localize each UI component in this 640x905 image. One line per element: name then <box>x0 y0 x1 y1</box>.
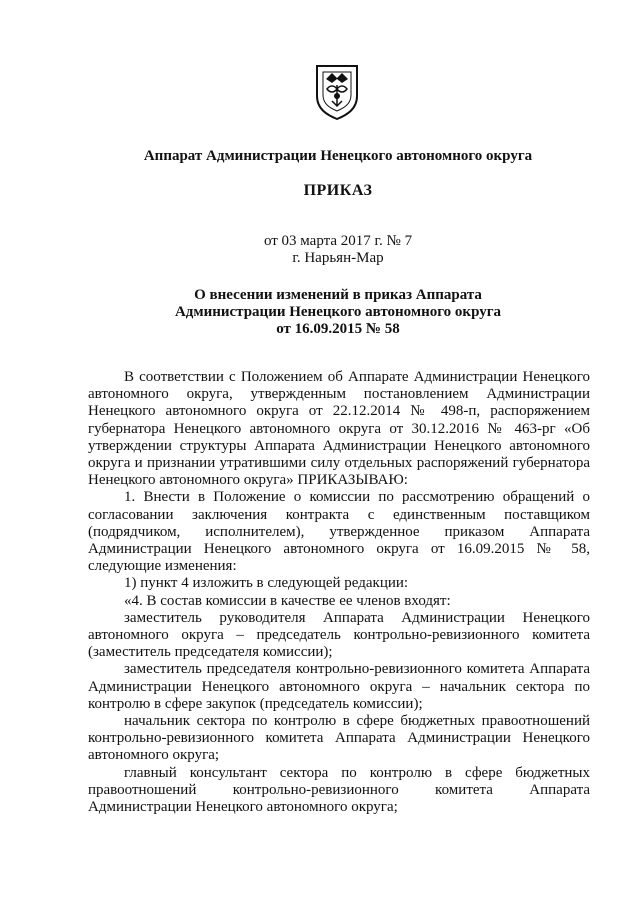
body-paragraph: 1) пункт 4 изложить в следующей редакции: <box>124 575 409 592</box>
subject-line: Администрации Ненецкого автономного округа <box>174 304 502 320</box>
body-paragraph: главный консультант сектора по контролю в сфере бюджетных правоотношений контрольно-ревизионного комитета Аппарата Администрации Ненецкого автономного округа; <box>88 764 590 816</box>
coat-of-arms-icon <box>314 63 360 121</box>
body-paragraph: заместитель руководителя Аппарата Администрации Ненецкого автономного округа – председатель контрольно-ревизионного комитета (заместитель председателя комиссии); <box>88 609 590 661</box>
body-paragraph: В соответствии с Положением об Аппарате Администрации Ненецкого автономного округа, утвержденным постановлением Администрации Ненецкого автономного округа от 22.12.2014 № 498-п, распоряжением губернатора Ненецкого автономного округа от 30.12.2016 № 463-рг «Об утверждении структуры Аппарата Администрации Ненецкого автономного округа и признании утратившими силу отдельных распоряжений губернатора Ненецкого автономного округа» ПРИКАЗЫВАЮ: <box>88 369 590 489</box>
document-city: г. Нарьян-Мар <box>292 250 384 266</box>
document-body <box>88 369 590 816</box>
document-date-number: от 03 марта 2017 г. № 7 <box>263 233 413 249</box>
body-paragraph: «4. В состав комиссии в качестве ее членов входят: <box>124 592 451 609</box>
subject-line: от 16.09.2015 № 58 <box>276 321 400 337</box>
body-paragraph: начальник сектора по контролю в сфере бюджетных правоотношений контрольно-ревизионного комитета Аппарата Администрации Ненецкого автономного округа; <box>88 713 590 764</box>
organization-title: Аппарат Администрации Ненецкого автономного округа <box>143 148 533 164</box>
subject-line: О внесении изменений в приказ Аппарата <box>194 287 482 303</box>
document-subject <box>86 287 590 338</box>
body-paragraph: заместитель председателя контрольно-ревизионного комитета Аппарата Администрации Ненецкого автономного округа – начальник сектора по контролю в сфере закупок (председатель комиссии); <box>88 661 590 712</box>
document-type: ПРИКАЗ <box>303 182 373 199</box>
body-paragraph: 1. Внести в Положение о комиссии по рассмотрению обращений о согласовании заключения контракта с единственным поставщиком (подрядчиком, исполнителем), утвержденное приказом Аппарата Администрации Ненецкого автономного округа от 16.09.2015 № 58, следующие изменения: <box>88 489 590 575</box>
